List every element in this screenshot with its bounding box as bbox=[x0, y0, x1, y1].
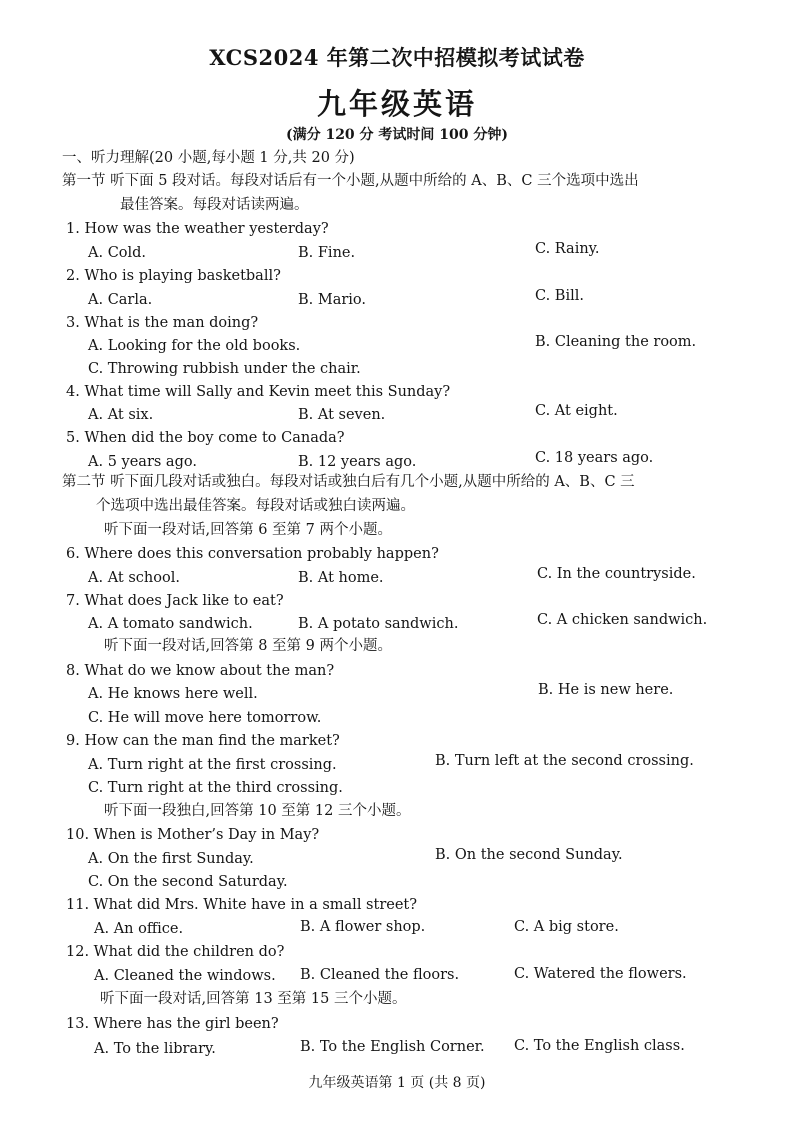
q10-option-c: C. On the second Saturday. bbox=[88, 874, 288, 890]
question-12: 12. What did the children do? bbox=[66, 944, 285, 960]
q2-option-b: B. Mario. bbox=[298, 292, 367, 308]
q13-option-c: C. To the English class. bbox=[514, 1038, 685, 1054]
q13-option-b: B. To the English Corner. bbox=[300, 1039, 485, 1055]
question-13: 13. Where has the girl been? bbox=[66, 1016, 279, 1032]
q13-option-a: A. To the library. bbox=[94, 1041, 216, 1057]
q9-option-a: A. Turn right at the first crossing. bbox=[88, 757, 337, 773]
q11-option-a: A. An office. bbox=[94, 921, 184, 937]
q12-option-b: B. Cleaned the floors. bbox=[300, 967, 460, 983]
q10-option-b: B. On the second Sunday. bbox=[435, 847, 623, 863]
q6-option-c: C. In the countryside. bbox=[537, 566, 696, 582]
q5-option-b: B. 12 years ago. bbox=[298, 454, 417, 470]
question-7: 7. What does Jack like to eat? bbox=[66, 593, 284, 609]
q11-option-b: B. A flower shop. bbox=[300, 919, 426, 935]
exam-title: XCS2024 年第二次中招模拟考试试卷 bbox=[209, 45, 585, 70]
q4-option-b: B. At seven. bbox=[298, 407, 386, 423]
q1-option-b: B. Fine. bbox=[298, 245, 356, 261]
part1-instruction-line2: 最佳答案。每段对话读两遍。 bbox=[120, 197, 309, 213]
q7-option-b: B. A potato sandwich. bbox=[298, 616, 459, 632]
question-3: 3. What is the man doing? bbox=[66, 315, 259, 331]
q5-option-a: A. 5 years ago. bbox=[88, 454, 197, 470]
q3-option-c: C. Throwing rubbish under the chair. bbox=[88, 361, 361, 377]
q1-option-c: C. Rainy. bbox=[535, 241, 600, 257]
q8-option-b: B. He is new here. bbox=[538, 682, 674, 698]
question-11: 11. What did Mrs. White have in a small street? bbox=[66, 897, 418, 913]
question-6: 6. Where does this conversation probably happen? bbox=[66, 546, 439, 562]
listening-note-13-15: 听下面一段对话,回答第 13 至第 15 三个小题。 bbox=[100, 991, 407, 1007]
section-heading: 一、听力理解(20 小题,每小题 1 分,共 20 分) bbox=[62, 150, 355, 166]
q4-option-c: C. At eight. bbox=[535, 403, 618, 419]
subject-title: 九年级英语 bbox=[316, 87, 477, 121]
q8-option-c: C. He will move here tomorrow. bbox=[88, 710, 322, 726]
q6-option-a: A. At school. bbox=[88, 570, 180, 586]
q1-option-a: A. Cold. bbox=[88, 245, 147, 261]
q2-option-a: A. Carla. bbox=[88, 292, 153, 308]
question-1: 1. How was the weather yesterday? bbox=[66, 221, 329, 237]
part2-instruction-line2: 个选项中选出最佳答案。每段对话或独白读两遍。 bbox=[96, 498, 415, 514]
listening-note-6-7: 听下面一段对话,回答第 6 至第 7 两个小题。 bbox=[104, 522, 392, 538]
question-5: 5. When did the boy come to Canada? bbox=[66, 430, 345, 446]
q5-option-c: C. 18 years ago. bbox=[535, 450, 654, 466]
q4-option-a: A. At six. bbox=[88, 407, 154, 423]
page-footer: 九年级英语第 1 页 (共 8 页) bbox=[308, 1075, 486, 1091]
q7-option-a: A. A tomato sandwich. bbox=[88, 616, 253, 632]
q11-option-c: C. A big store. bbox=[514, 919, 619, 935]
question-2: 2. Who is playing basketball? bbox=[66, 268, 281, 284]
q12-option-a: A. Cleaned the windows. bbox=[94, 968, 276, 984]
q8-option-a: A. He knows here well. bbox=[88, 686, 258, 702]
question-8: 8. What do we know about the man? bbox=[66, 663, 335, 679]
question-9: 9. How can the man find the market? bbox=[66, 733, 340, 749]
q3-option-b: B. Cleaning the room. bbox=[535, 334, 697, 350]
question-4: 4. What time will Sally and Kevin meet this Sunday? bbox=[66, 384, 451, 400]
q3-option-a: A. Looking for the old books. bbox=[88, 338, 301, 354]
q7-option-c: C. A chicken sandwich. bbox=[537, 612, 708, 628]
exam-info: (满分 120 分 考试时间 100 分钟) bbox=[285, 127, 509, 143]
listening-note-8-9: 听下面一段对话,回答第 8 至第 9 两个小题。 bbox=[104, 638, 392, 654]
q12-option-c: C. Watered the flowers. bbox=[514, 966, 687, 982]
q9-option-c: C. Turn right at the third crossing. bbox=[88, 780, 343, 796]
q10-option-a: A. On the first Sunday. bbox=[88, 851, 254, 867]
question-10: 10. When is Mother’s Day in May? bbox=[66, 827, 320, 843]
q6-option-b: B. At home. bbox=[298, 570, 384, 586]
listening-note-10-12: 听下面一段独白,回答第 10 至第 12 三个小题。 bbox=[104, 803, 411, 819]
q9-option-b: B. Turn left at the second crossing. bbox=[435, 753, 694, 769]
q2-option-c: C. Bill. bbox=[535, 288, 584, 304]
part1-instruction-line1: 第一节 听下面 5 段对话。每段对话后有一个小题,从题中所给的 A、B、C 三个选项中选出 bbox=[62, 173, 639, 189]
part2-instruction-line1: 第二节 听下面几段对话或独白。每段对话或独白后有几个小题,从题中所给的 A、B、C 三 bbox=[62, 474, 635, 490]
